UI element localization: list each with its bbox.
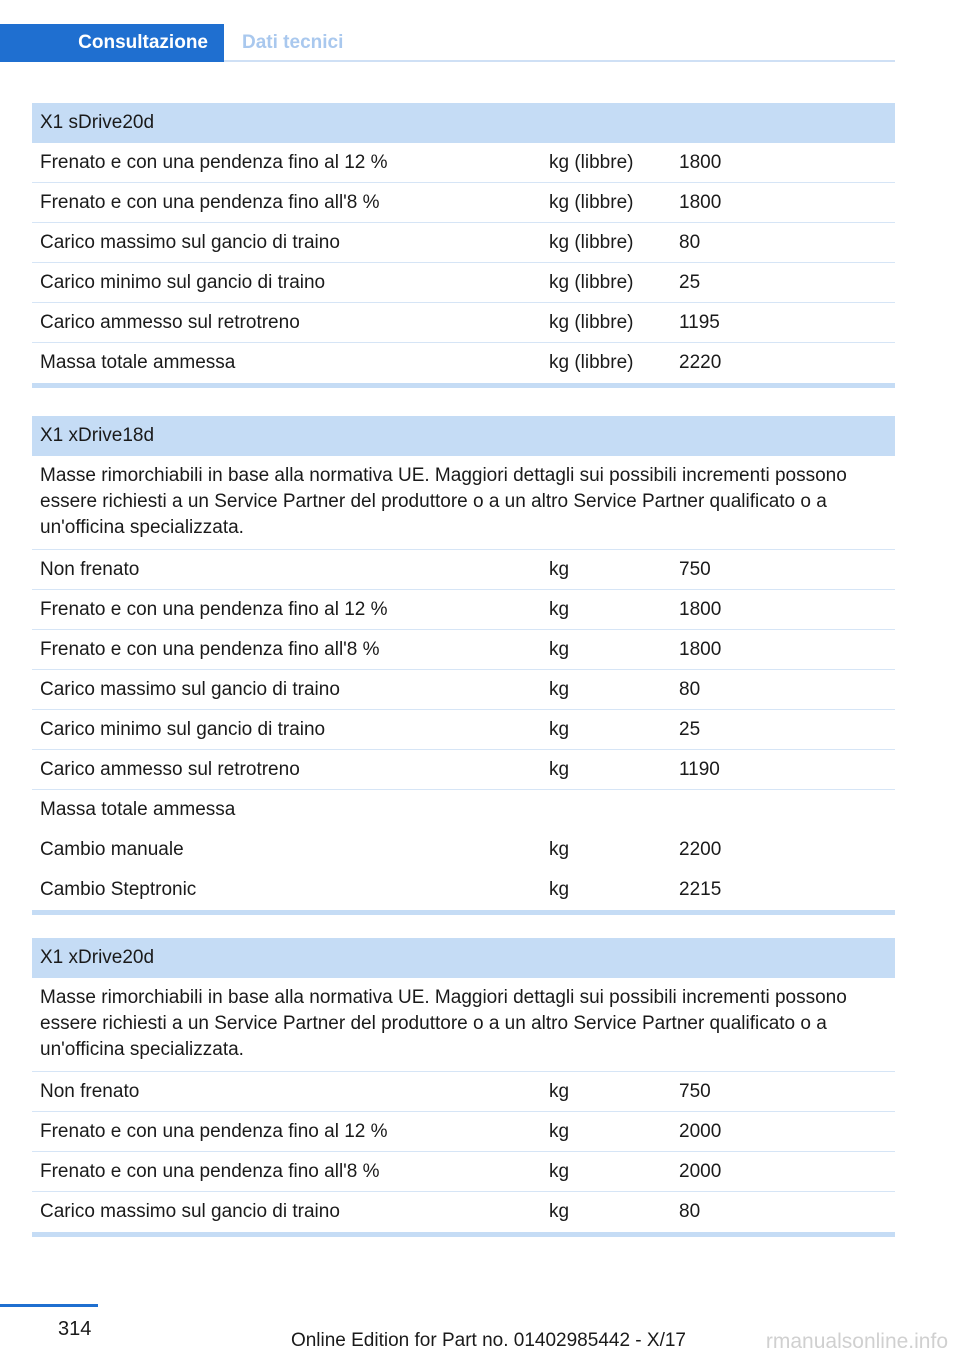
table-x1-xdrive18d [32, 416, 895, 915]
row-label: Frenato e con una pendenza fino all'8 % [40, 191, 380, 213]
row-unit: kg (libbre) [549, 352, 634, 373]
row-unit: kg [549, 758, 570, 780]
row-unit: kg (libbre) [549, 271, 634, 293]
row-label: Non frenato [40, 1080, 140, 1102]
table-x1-sdrive20d [32, 103, 895, 388]
table-row [32, 143, 895, 183]
table-row [32, 710, 895, 750]
row-unit: kg [549, 1201, 570, 1222]
row-value: 1800 [679, 638, 722, 660]
table-row [32, 1152, 895, 1192]
table-row [32, 1072, 895, 1112]
row-value: 2000 [679, 1120, 722, 1142]
table-note: Masse rimorchiabili in base alla normativa UE. Maggiori dettagli sui possibili incrementi possono essere richiesti a un Service Partner del produttore o a un altro Service Partner qualificato o a un'officina specializzata. [32, 456, 895, 550]
row-unit: kg (libbre) [549, 191, 634, 213]
header-divider [224, 60, 895, 62]
table-title: X1 xDrive20d [32, 938, 895, 978]
row-label: Massa totale ammessa [40, 352, 236, 373]
table-title: X1 xDrive18d [32, 416, 895, 456]
row-unit: kg [549, 638, 570, 660]
row-label: Frenato e con una pendenza fino al 12 % [40, 598, 388, 620]
row-label: Carico ammesso sul retrotreno [40, 758, 300, 780]
row-label: Carico ammesso sul retrotreno [40, 311, 300, 333]
row-value: 80 [679, 1201, 701, 1222]
row-unit: kg [549, 678, 570, 700]
table-row [32, 870, 895, 910]
row-label: Carico minimo sul gancio di traino [40, 271, 326, 293]
table-row [32, 830, 895, 870]
table-row [32, 223, 895, 263]
row-value: 80 [679, 678, 701, 700]
row-label: Frenato e con una pendenza fino all'8 % [40, 638, 380, 660]
tab-dati-tecnici[interactable]: Dati tecnici [242, 32, 344, 53]
row-unit: kg (libbre) [549, 151, 634, 173]
table-note: Masse rimorchiabili in base alla normativa UE. Maggiori dettagli sui possibili incrementi possono essere richiesti a un Service Partner del produttore o a un altro Service Partner qualificato o a un'officina specializzata. [32, 978, 895, 1072]
table-row [32, 750, 895, 790]
table-row [32, 590, 895, 630]
table-row [32, 550, 895, 590]
watermark: rmanualsonline.info [765, 1330, 948, 1353]
page-header [0, 24, 895, 62]
row-unit: kg [549, 1120, 570, 1142]
table-end-bar [32, 383, 895, 388]
row-unit: kg [549, 839, 570, 860]
table-row [32, 263, 895, 303]
row-unit: kg [549, 558, 570, 580]
row-value: 1800 [679, 151, 722, 173]
table-subsection-row [32, 790, 895, 830]
row-value: 2000 [679, 1160, 722, 1182]
row-unit: kg [549, 598, 570, 620]
row-unit: kg (libbre) [549, 231, 634, 253]
row-value: 750 [679, 1080, 711, 1102]
table-end-bar [32, 1232, 895, 1237]
row-label: Frenato e con una pendenza fino al 12 % [40, 151, 388, 173]
footer-accent-line [0, 1304, 98, 1307]
tab-consultazione[interactable]: Consultazione [0, 24, 224, 62]
table-end-bar [32, 910, 895, 915]
table-row [32, 343, 895, 383]
row-label: Carico massimo sul gancio di traino [40, 231, 340, 253]
table-row [32, 630, 895, 670]
row-value: 2200 [679, 839, 722, 860]
page-number: 314 [58, 1318, 92, 1340]
row-label: Cambio Steptronic [40, 879, 197, 900]
row-unit: kg [549, 1160, 570, 1182]
row-label: Carico massimo sul gancio di traino [40, 678, 340, 700]
row-label: Carico minimo sul gancio di traino [40, 718, 326, 740]
table-row [32, 1192, 895, 1232]
row-value: 750 [679, 558, 711, 580]
row-unit: kg [549, 1080, 570, 1102]
row-value: 1800 [679, 191, 722, 213]
row-value: 25 [679, 271, 701, 293]
table-row [32, 183, 895, 223]
table-row [32, 1112, 895, 1152]
edition-text: Online Edition for Part no. 01402985442 - X/17 [290, 1330, 686, 1351]
row-value: 2215 [679, 879, 722, 900]
row-unit: kg [549, 879, 570, 900]
table-title: X1 sDrive20d [32, 103, 895, 143]
subsection-label: Massa totale ammessa [40, 799, 236, 820]
row-label: Cambio manuale [40, 839, 184, 860]
row-unit: kg (libbre) [549, 311, 634, 333]
row-value: 25 [679, 718, 701, 740]
table-row [32, 670, 895, 710]
row-value: 1800 [679, 598, 722, 620]
row-unit: kg [549, 718, 570, 740]
row-value: 1190 [679, 758, 720, 780]
row-label: Frenato e con una pendenza fino al 12 % [40, 1120, 388, 1142]
row-label: Non frenato [40, 558, 140, 580]
row-value: 80 [679, 231, 701, 253]
row-label: Carico massimo sul gancio di traino [40, 1201, 340, 1222]
row-label: Frenato e con una pendenza fino all'8 % [40, 1160, 380, 1182]
row-value: 2220 [679, 352, 722, 373]
row-value: 1195 [679, 311, 720, 333]
table-row [32, 303, 895, 343]
table-x1-xdrive20d [32, 938, 895, 1237]
